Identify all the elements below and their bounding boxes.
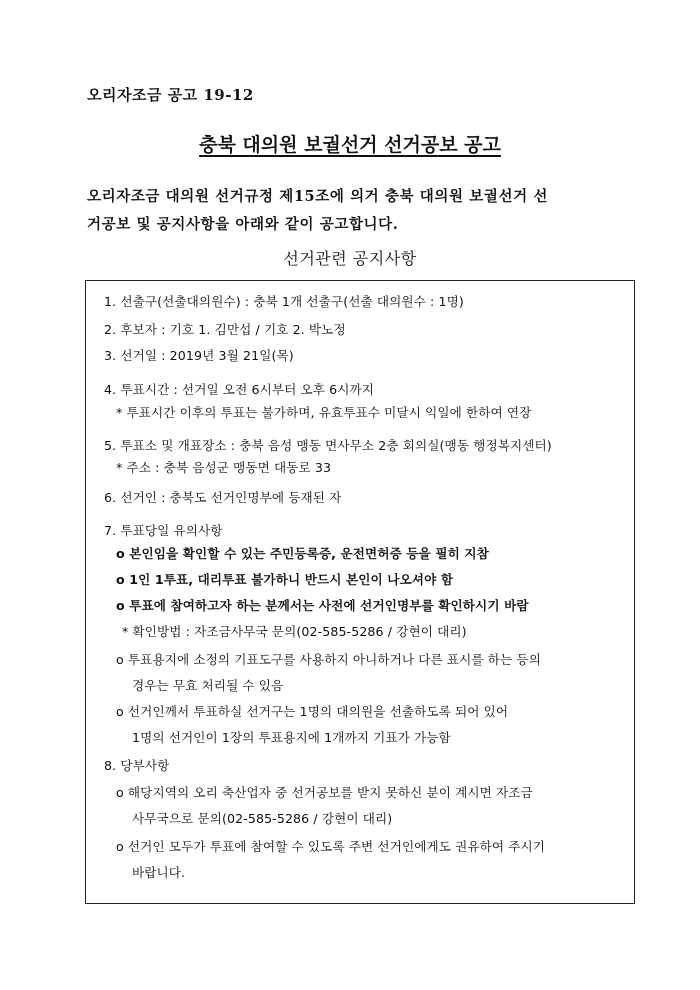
notice-item-8-bullet-2: o 선거인 모두가 투표에 참여할 수 있도록 주변 선거인에게도 권유하여 주시기 (116, 839, 546, 854)
notice-item-8-bullet-2-cont: 바랍니다. (132, 865, 186, 880)
notice-item-1: 1. 선출구(선출대의원수) : 충북 1개 선출구(선출 대의원수 : 1명) (104, 294, 464, 309)
document-title: 충북 대의원 보궐선거 선거공보 공고 (199, 134, 501, 156)
notice-item-3: 3. 선거일 : 2019년 3월 21일(목) (104, 348, 294, 363)
notice-item-2: 2. 후보자 : 기호 1. 김만섭 / 기호 2. 박노정 (104, 322, 346, 337)
notice-item-7-bullet-3: o 투표에 참여하고자 하는 분께서는 사전에 선거인명부를 확인하시기 바람 (116, 598, 529, 613)
notice-number: 오리자조금 공고 19-12 (87, 86, 254, 104)
notice-item-7-bullet-5: o 선거인께서 투표하실 선거구는 1명의 대의원을 선출하도록 되어 있어 (116, 704, 509, 719)
notice-item-5: 5. 투표소 및 개표장소 : 충북 음성 맹동 면사무소 2층 회의실(맹동 행정복지센터) (104, 438, 552, 453)
intro-paragraph (87, 183, 632, 239)
intro-line-1: 오리자조금 대의원 선거규정 제15조에 의거 충북 대의원 보궐선거 선 (87, 188, 548, 205)
notice-box (85, 280, 635, 904)
notice-item-7-bullet-2: o 1인 1투표, 대리투표 불가하니 반드시 본인이 나오셔야 함 (116, 572, 454, 587)
intro-line-2: 거공보 및 공지사항을 아래와 같이 공고합니다. (87, 216, 399, 233)
notice-item-6: 6. 선거인 : 충북도 선거인명부에 등재된 자 (104, 490, 342, 505)
notice-item-8-bullet-1: o 해당지역의 오리 축산업자 중 선거공보를 받지 못하신 분이 계시면 자조금 (116, 785, 533, 800)
section-title: 선거관련 공지사항 (283, 249, 417, 268)
notice-item-4: 4. 투표시간 : 선거일 오전 6시부터 오후 6시까지 (104, 382, 375, 397)
notice-item-5-note: * 주소 : 충북 음성군 맹동면 대동로 33 (116, 460, 332, 475)
notice-item-7-bullet-5-cont: 1명의 선거인이 1장의 투표용지에 1개까지 기표가 가능함 (132, 730, 451, 745)
notice-item-7-bullet-3-note: * 확인방법 : 자조금사무국 문의(02-585-5286 / 강현이 대리) (122, 624, 467, 639)
notice-item-4-note: * 투표시간 이후의 투표는 불가하며, 유효투표수 미달시 익일에 한하여 연장 (116, 405, 532, 420)
notice-item-8-bullet-1-cont: 사무국으로 문의(02-585-5286 / 강현이 대리) (132, 811, 393, 826)
notice-item-7-bullet-4-cont: 경우는 무효 처리될 수 있음 (132, 678, 284, 693)
notice-item-7: 7. 투표당일 유의사항 (104, 523, 223, 538)
notice-item-7-bullet-4: o 투표용지에 소정의 기표도구를 사용하지 아니하거나 다른 표시를 하는 등의 (116, 652, 541, 667)
notice-item-7-bullet-1: o 본인임을 확인할 수 있는 주민등록증, 운전면허증 등을 필히 지참 (116, 546, 489, 561)
notice-item-8: 8. 당부사항 (104, 758, 170, 773)
